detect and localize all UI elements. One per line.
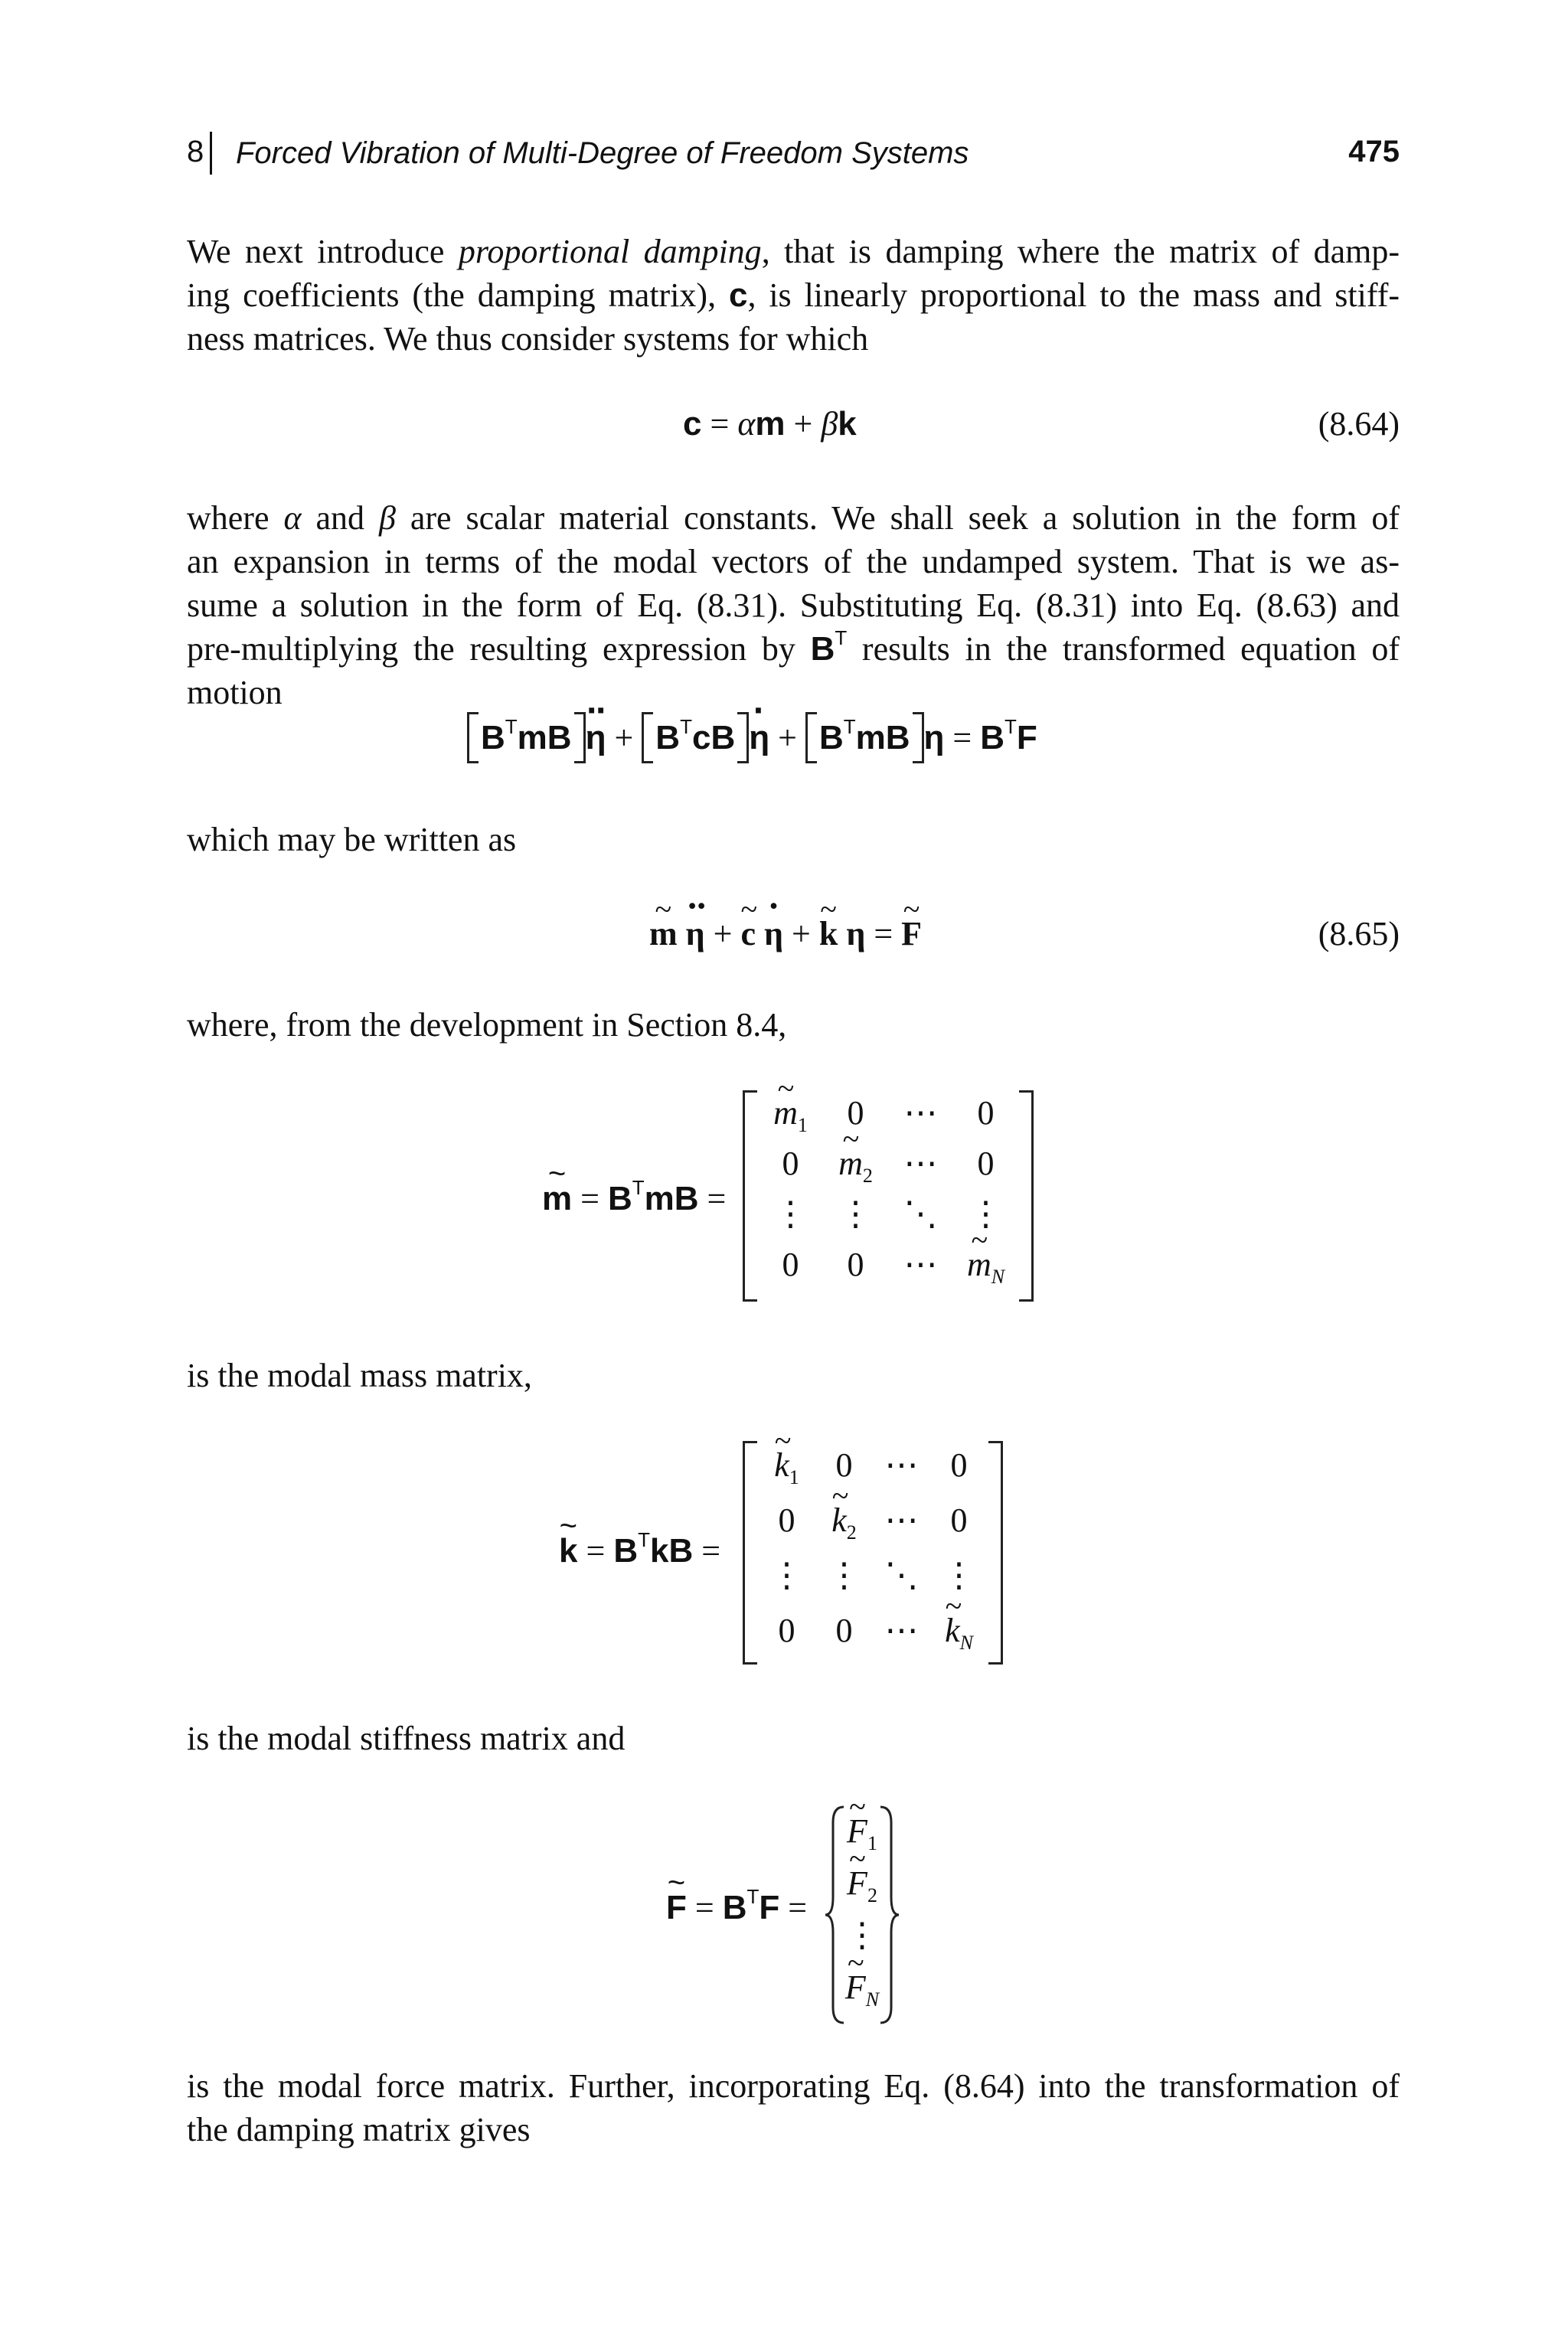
paragraph-written-as: which may be written as (187, 821, 517, 858)
text-line: ing coefficients (the damping matrix), c, is linearly proportional to the mass and stiff- (187, 276, 1400, 314)
chapter-title: Forced Vibration of Multi-Degree of Freedom Systems (236, 136, 969, 170)
text-line: sume a solution in the form of Eq. (8.31). Substituting Eq. (8.31) into Eq. (8.63) and (187, 586, 1400, 624)
matrix-cell: 0 (977, 1094, 995, 1132)
matrix-cell: ⋮ (773, 1195, 808, 1233)
matrix-cell: ~ $k_1$ (758, 1446, 815, 1485)
matrix-cell: ⋮ (769, 1557, 804, 1594)
paragraph-modal-expansion (187, 496, 1400, 714)
matrix-cell: ~ $m_N$ (953, 1245, 1018, 1284)
matrix-cell: 0 (950, 1446, 968, 1484)
force-vector-definition: ~ $F = B^TF$ = (666, 1888, 807, 1927)
vector-cell: ~ $F_2$ (828, 1864, 897, 1903)
matrix-cell: 0 (778, 1501, 795, 1539)
matrix-cell: ⋯ (884, 1446, 919, 1484)
matrix-cell: 0 (778, 1612, 795, 1649)
matrix-cell: 0 (847, 1246, 864, 1283)
vector-cell: ~ $F_1$ (828, 1812, 897, 1851)
matrix-cell: ~ $k_2$ (815, 1501, 873, 1540)
text-line: motion (187, 674, 283, 711)
matrix-cell: 0 (782, 1246, 799, 1283)
matrix-cell: ⋮ (827, 1557, 861, 1594)
mass-matrix (743, 1090, 1034, 1302)
text-line: an expansion in terms of the modal vectors of the undamped system. That is we as- (187, 543, 1400, 580)
running-header (187, 132, 1400, 178)
matrix-cell: ~ $m_1$ (758, 1093, 823, 1132)
force-vector (824, 1804, 900, 2026)
paragraph-modal-mass: is the modal mass matrix, (187, 1357, 532, 1394)
matrix-cell: ⋯ (903, 1145, 938, 1182)
matrix-cell: 0 (835, 1612, 853, 1649)
matrix-cell: ⋱ (903, 1195, 938, 1233)
header-divider (210, 132, 212, 175)
matrix-cell: 0 (950, 1501, 968, 1539)
equation-number: (8.64) (1318, 405, 1400, 443)
text-line: where α and β are scalar material constants. We shall seek a solution in the form of (187, 499, 1400, 537)
equation-number: (8.65) (1318, 915, 1400, 952)
matrix-cell: 0 (847, 1094, 864, 1132)
matrix-cell: ⋯ (903, 1094, 938, 1132)
matrix-cell: ⋯ (903, 1246, 938, 1283)
mass-matrix-definition: ~ $m = B^TmB$ = (542, 1179, 726, 1218)
matrix-cell: 0 (977, 1145, 995, 1182)
matrix-cell: 0 (782, 1145, 799, 1182)
matrix-cell: ⋯ (884, 1612, 919, 1649)
matrix-cell: ⋱ (884, 1557, 919, 1594)
text-line: We next introduce proportional damping, that is damping where the matrix of damp- (187, 233, 1400, 270)
text-line: ness matrices. We thus consider systems for which (187, 320, 869, 358)
transformed-equation-of-motion: $B^TmB\cdot\cdot \eta + B^TcB\cdot \eta + B^TmB$ $\eta = B^TF$ (467, 718, 1037, 757)
paragraph-modal-stiffness: is the modal stiffness matrix and (187, 1720, 626, 1757)
matrix-cell: ⋯ (884, 1501, 919, 1539)
equation-8-65: ~ m ·· η + ~ c · η + ~ k η = ~ F (649, 914, 922, 953)
text-line: pre-multiplying the resulting expression by $B^T$ results in the transformed equation of (187, 626, 1400, 668)
chapter-number: 8 (187, 135, 204, 168)
paragraph-proportional-damping (187, 230, 1400, 361)
matrix-cell: ~ $m_2$ (823, 1144, 888, 1183)
stiffness-matrix-definition: ~ $k = B^TkB$ = (559, 1531, 720, 1570)
paragraph-section-reference: where, from the development in Section 8.4, (187, 1006, 787, 1044)
matrix-cell: 0 (835, 1446, 853, 1484)
stiffness-matrix (743, 1441, 1003, 1665)
page-number: 475 (1348, 135, 1400, 168)
equation-8-64: c = αm + βk (683, 405, 857, 443)
vector-cell: ~ $F_N$ (828, 1968, 897, 2007)
matrix-cell: ~ $k_N$ (930, 1611, 988, 1650)
paragraph-modal-force: is the modal force matrix. Further, incorporating Eq. (8.64) into the transformation of the damping matrix gives (187, 2067, 1400, 2148)
matrix-cell: ⋮ (969, 1195, 1003, 1233)
matrix-cell: ⋮ (942, 1557, 976, 1594)
matrix-cell: ⋮ (838, 1195, 873, 1233)
vector-cell: ⋮ (845, 1916, 879, 1954)
